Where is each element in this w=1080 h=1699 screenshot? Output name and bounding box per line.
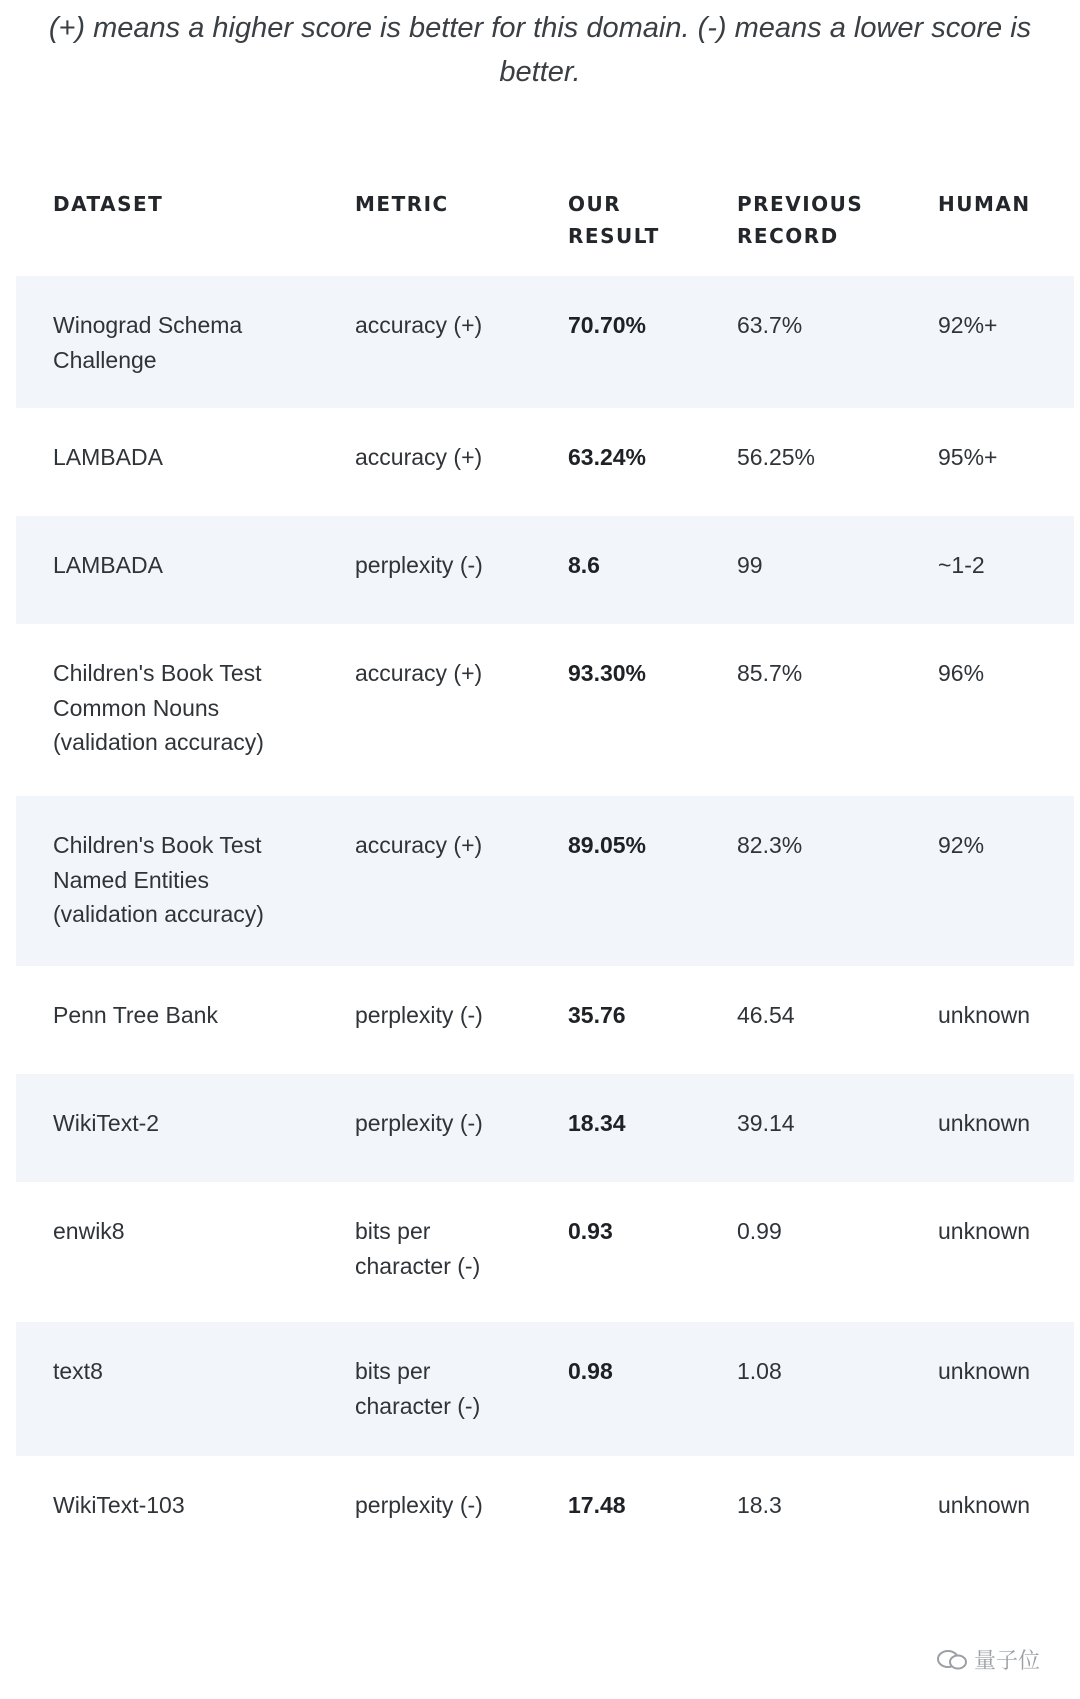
dataset-cell-line: Named Entities (53, 866, 209, 893)
table-row (16, 1182, 1074, 1322)
metric-cell (355, 1354, 555, 1423)
human-cell: unknown (938, 1492, 1031, 1518)
dataset-cell-line: Penn Tree Bank (53, 1002, 218, 1028)
our-result-cell: 17.48 (568, 1492, 626, 1518)
our-result-cell: 0.93 (568, 1218, 613, 1244)
our-result-cell: 0.98 (568, 1358, 613, 1384)
metric-cell (355, 656, 555, 691)
dataset-cell (53, 308, 333, 377)
header-previous-record (737, 188, 917, 252)
previous-record-cell: 1.08 (737, 1358, 782, 1384)
previous-record-cell: 63.7% (737, 312, 803, 338)
header-previous-record-line1: PREVIOUS (737, 192, 864, 216)
metric-cell-line: perplexity (-) (355, 1110, 483, 1136)
metric-cell-line: perplexity (-) (355, 552, 483, 578)
dataset-cell-line: Challenge (53, 346, 157, 373)
metric-cell (355, 998, 555, 1033)
human-cell: 92%+ (938, 312, 998, 338)
table-row (16, 966, 1074, 1074)
our-result-cell: 18.34 (568, 1110, 626, 1136)
our-result-cell: 70.70% (568, 312, 647, 338)
dataset-cell-line: enwik8 (53, 1218, 125, 1244)
metric-cell-line: accuracy (+) (355, 660, 483, 686)
table-row (16, 1322, 1074, 1456)
previous-record-cell: 0.99 (737, 1218, 782, 1244)
dataset-cell-line: Children's Book Test (53, 832, 262, 858)
metric-cell-line: accuracy (+) (355, 444, 483, 470)
header-previous-record-line2: RECORD (737, 224, 839, 248)
metric-cell (355, 1214, 555, 1283)
human-cell: unknown (938, 1218, 1031, 1244)
header-dataset: DATASET (53, 192, 164, 216)
header-our-result-line1: OUR (568, 192, 622, 216)
table-row (16, 624, 1074, 794)
table-row (16, 1074, 1074, 1182)
table-row (16, 408, 1074, 516)
human-cell: ~1-2 (938, 552, 985, 578)
dataset-cell-line: text8 (53, 1358, 103, 1384)
dataset-cell (53, 1106, 333, 1141)
dataset-cell-line: LAMBADA (53, 444, 163, 470)
human-cell: 96% (938, 660, 985, 686)
header-metric: METRIC (355, 192, 449, 216)
our-result-cell: 63.24% (568, 444, 647, 470)
human-cell: 92% (938, 832, 985, 858)
previous-record-cell: 82.3% (737, 832, 803, 858)
dataset-cell (53, 548, 333, 583)
dataset-cell-line: Children's Book Test (53, 660, 262, 686)
metric-cell-line: bits per (355, 1218, 431, 1244)
dataset-cell-line: (validation accuracy) (53, 729, 264, 755)
our-result-cell: 8.6 (568, 552, 600, 578)
dataset-cell (53, 440, 333, 475)
wechat-icon (936, 1649, 968, 1671)
table-caption: (+) means a higher score is better for this domain. (-) means a lower score is better. (48, 12, 1032, 88)
previous-record-cell: 56.25% (737, 444, 816, 470)
dataset-cell-line: LAMBADA (53, 552, 163, 578)
metric-cell (355, 308, 555, 343)
previous-record-cell: 46.54 (737, 1002, 795, 1028)
our-result-cell: 35.76 (568, 1002, 626, 1028)
human-cell: unknown (938, 1358, 1031, 1384)
previous-record-cell: 39.14 (737, 1110, 795, 1136)
metric-cell-line: accuracy (+) (355, 312, 483, 338)
dataset-cell-line: WikiText-2 (53, 1110, 160, 1136)
previous-record-cell: 18.3 (737, 1492, 782, 1518)
header-our-result (568, 188, 718, 252)
dataset-cell-line: Winograd Schema (53, 312, 243, 338)
dataset-cell-line: (validation accuracy) (53, 901, 264, 927)
watermark-text: 量子位 (973, 1648, 1040, 1673)
dataset-cell-line: Common Nouns (53, 694, 220, 721)
dataset-cell (53, 828, 333, 932)
human-cell: unknown (938, 1002, 1031, 1028)
dataset-cell (53, 998, 333, 1033)
metric-cell-line: accuracy (+) (355, 832, 483, 858)
metric-cell (355, 1106, 555, 1141)
our-result-cell: 89.05% (568, 832, 647, 858)
metric-cell-line: bits per (355, 1358, 431, 1384)
table-row (16, 796, 1074, 966)
metric-cell (355, 1488, 555, 1523)
dataset-cell-line: WikiText-103 (53, 1492, 185, 1518)
metric-cell-line: perplexity (-) (355, 1002, 483, 1028)
metric-cell (355, 440, 555, 475)
header-our-result-line2: RESULT (568, 224, 660, 248)
table-row (16, 276, 1074, 408)
previous-record-cell: 99 (737, 552, 763, 578)
metric-cell (355, 828, 555, 863)
dataset-cell (53, 656, 333, 760)
table-row (16, 516, 1074, 624)
header-human: HUMAN (938, 192, 1031, 216)
dataset-cell (53, 1354, 333, 1389)
table-row (16, 1456, 1074, 1586)
human-cell: 95%+ (938, 444, 998, 470)
previous-record-cell: 85.7% (737, 660, 803, 686)
watermark (936, 1644, 1040, 1675)
table-header (16, 188, 1074, 268)
human-cell: unknown (938, 1110, 1031, 1136)
metric-cell-line: character (-) (355, 1392, 481, 1419)
metric-cell (355, 548, 555, 583)
our-result-cell: 93.30% (568, 660, 647, 686)
metric-cell-line: character (-) (355, 1252, 481, 1279)
metric-cell-line: perplexity (-) (355, 1492, 483, 1518)
dataset-cell (53, 1214, 333, 1249)
dataset-cell (53, 1488, 333, 1523)
